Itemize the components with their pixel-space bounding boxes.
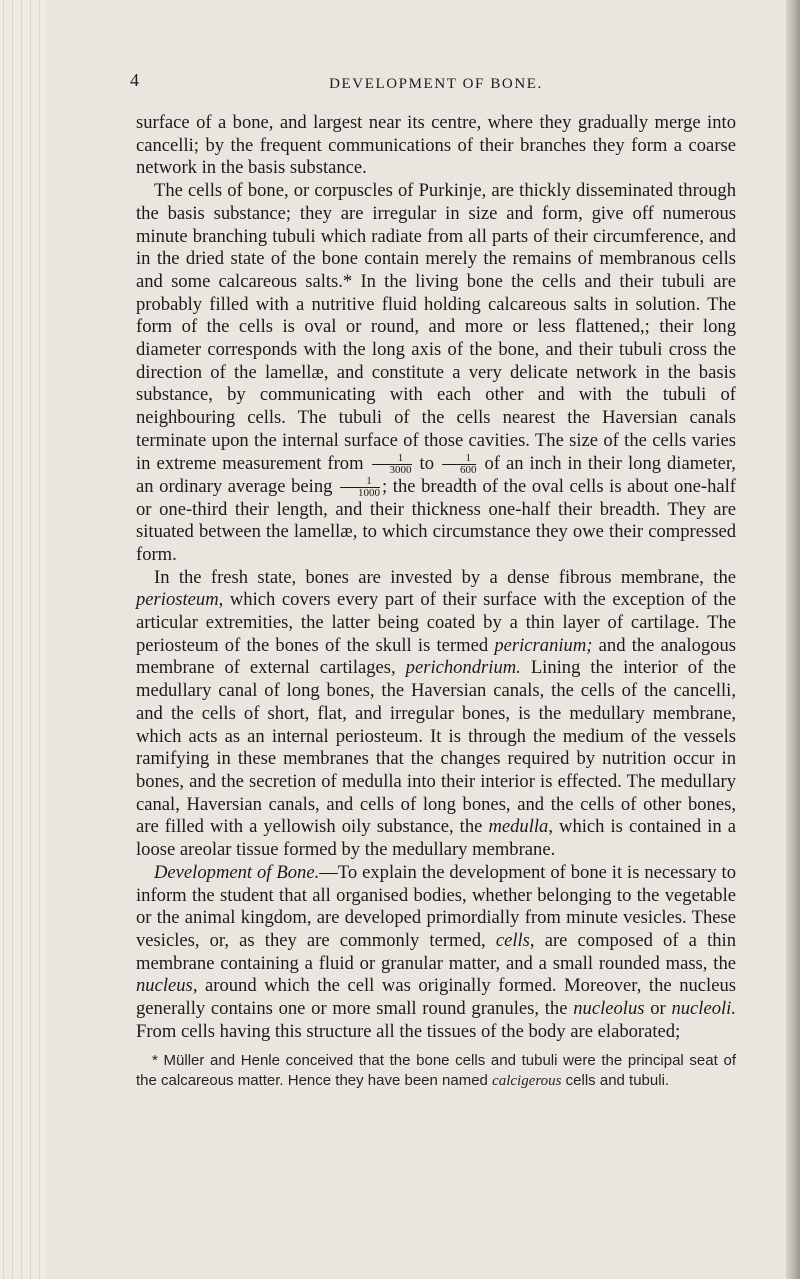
paragraph-4-text-a: —To explain the development of bone it is necessary to inform the student that all organised bodies, whether belonging to the vegetable or the animal kingdom, are developed primordially from minute vesicles. These vesicles, or, as they are commonly termed, xyxy=(136,861,736,951)
page-edge-shadow xyxy=(0,0,46,1279)
paragraph-4-text-c: , around which the cell was originally formed. Moreover, the nucleus generally contains one or more small round granules, the xyxy=(136,975,736,1020)
footnote-text-b: cells and tubuli. xyxy=(565,1071,670,1089)
paragraph-2-text-a: The cells of bone, or corpuscles of Purkinje, are thickly disseminated through the basis substance; they are irregular in size and form, give off numerous minute branching tubuli which radiate from all parts of their circumference, and in the dried state of the bone contain merely the remains of membranous cells and some calcareous salts.* In the living bone the cells and their tubuli are probably filled with a nutritive fluid holding calcareous salts in solution. The form of the cells is oval or round, and more or less flattened,; their long diameter corresponds with the long axis of the bone, and their tubuli cross the direction of the lamellæ, and constitute a very delicate network in the basis substance, by communicating with each other and with the tubuli of neighbouring cells. The tubuli of the cells nearest the Haversian canals terminate upon the internal surface of those cavities. The size of the cells varies in extreme measurement from xyxy=(136,180,736,474)
paragraph-4-or: or xyxy=(650,998,666,1020)
body-text xyxy=(136,112,736,1043)
fraction-one-six-hundredth xyxy=(442,453,477,476)
fraction-numerator: 1 xyxy=(372,453,412,465)
fraction-numerator: 1 xyxy=(442,453,477,465)
fraction-denominator: 3000 xyxy=(389,463,412,476)
paragraph-1: surface of a bone, and largest near its centre, where they gradually merge into cancelli; by the frequent communications of their branches they form a coarse network in the basis substance. xyxy=(136,112,736,179)
paragraph-3-text-d: Lining the interior of the medullary canal of long bones, the Haversian canals, the cells of the cancelli, and the cells of short, flat, and irregular bones, is the medullary membrane, which acts as an internal periosteum. It is through the medium of the vessels ramifying in these membranes that the changes required by nutrition occur in bones, and the secretion of medulla into their interior is effected. The medullary canal, Haversian canals, and cells of long bones, and the cells of other bones, are filled with a yellowish oily substance, the xyxy=(136,657,736,838)
running-header xyxy=(130,70,736,106)
term-calcigerous: calcigerous xyxy=(492,1072,562,1089)
fraction-one-thousandth xyxy=(340,476,380,499)
running-title: DEVELOPMENT OF BONE. xyxy=(329,76,543,92)
paragraph-2-text-c: ; the breadth of the oval cells is about one-half or one-third their length, and their thickness one-half their breadth. They are situated between the lamellæ, to which circumstance they owe their compressed form. xyxy=(136,475,737,565)
term-periosteum: periosteum xyxy=(136,589,219,611)
paragraph-3-text-b: , which covers every part of their surface with the exception of the articular extremities, the latter being coated by a thin layer of cartilage. The periosteum of the bones of the skull is termed xyxy=(136,589,736,656)
paragraph-3 xyxy=(136,567,736,862)
term-perichondrium: perichondrium. xyxy=(405,657,521,679)
term-pericranium: pericranium; xyxy=(494,634,593,656)
page-binding-edge xyxy=(786,0,800,1279)
fraction-numerator: 1 xyxy=(340,476,380,488)
term-nucleus: nucleus xyxy=(136,975,193,997)
paragraph-3-text-a: In the fresh state, bones are invested by a dense fibrous membrane, the xyxy=(154,566,736,588)
book-page xyxy=(130,70,737,1091)
paragraph-3-text-c: and the analogous membrane of external cartilages, xyxy=(136,634,736,679)
term-cells: cells xyxy=(495,929,530,951)
section-heading-development-of-bone: Development of Bone. xyxy=(154,861,320,883)
paragraph-2 xyxy=(136,180,736,567)
page-number: 4 xyxy=(130,70,139,90)
fraction-denominator: 600 xyxy=(459,463,477,476)
paragraph-4-text-b: , are composed of a thin membrane containing a fluid or granular matter, and a small rounded mass, the xyxy=(136,929,736,974)
term-nucleoli: nucleoli. xyxy=(671,998,736,1020)
footnote xyxy=(136,1051,736,1091)
paragraph-2-text-b: of an inch in their long diameter, an ordinary average being xyxy=(136,452,736,497)
paragraph-4-text-d: From cells having this structure all the tissues of the body are elaborated; xyxy=(136,1020,681,1042)
term-medulla: medulla xyxy=(488,816,549,838)
fraction-one-three-thousandth xyxy=(372,453,412,476)
paragraph-2-to: to xyxy=(419,452,434,474)
fraction-denominator: 1000 xyxy=(358,486,381,499)
paragraph-3-text-e: , which is contained in a loose areolar tissue formed by the medullary membrane. xyxy=(136,816,737,861)
paragraph-4 xyxy=(136,862,736,1044)
footnote-text-a: * Müller and Henle conceived that the bone cells and tubuli were the principal seat of the calcareous matter. Hence they have been named xyxy=(136,1052,736,1089)
term-nucleolus: nucleolus xyxy=(573,998,645,1020)
